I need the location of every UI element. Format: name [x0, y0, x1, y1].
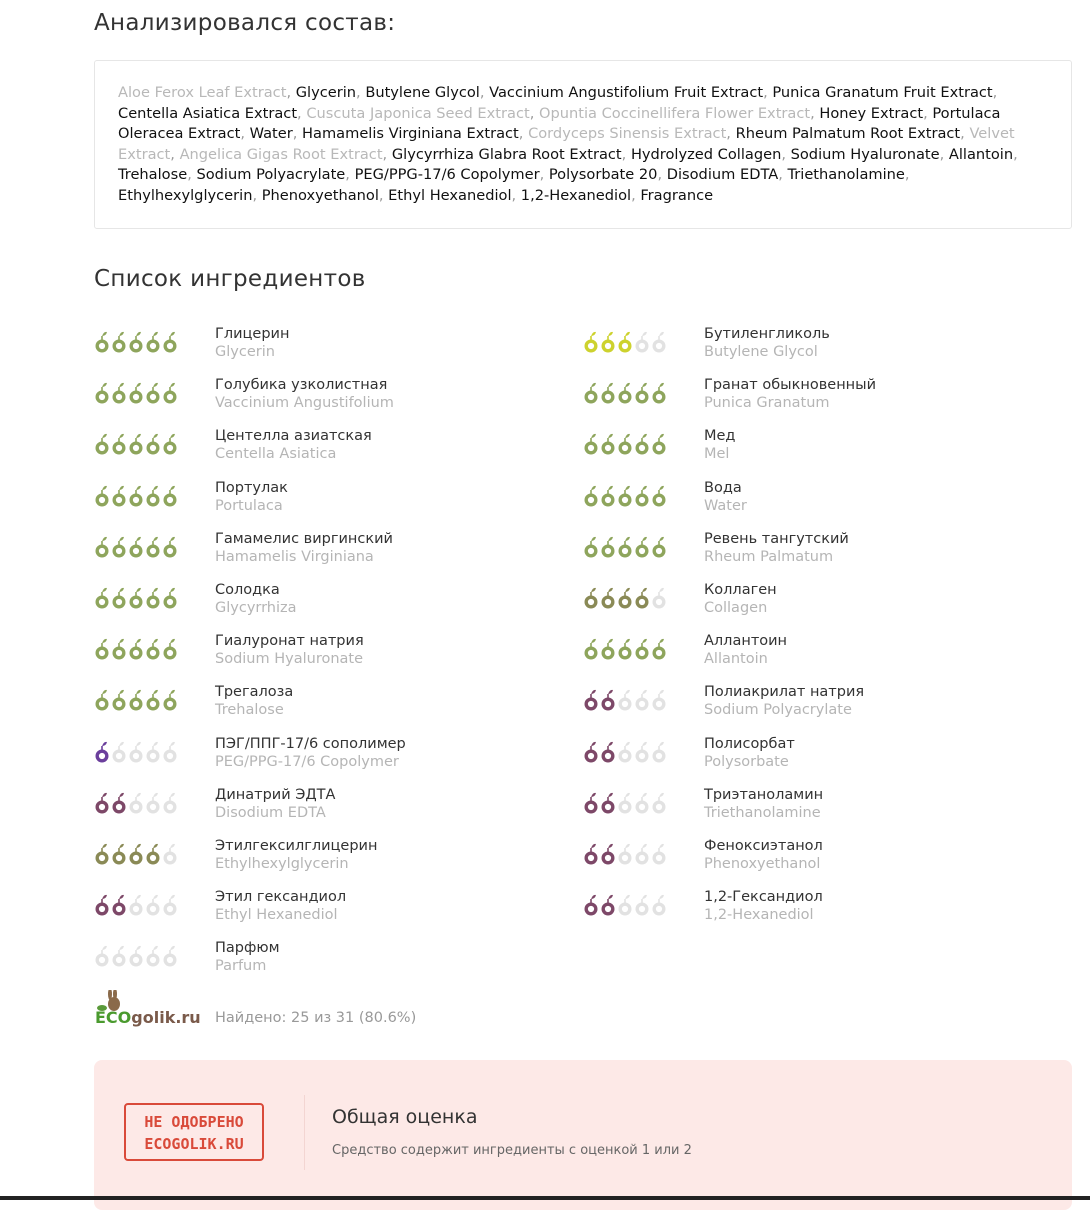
- rating-filled-icon: [111, 638, 127, 664]
- rating-filled-icon: [634, 638, 650, 664]
- rating-icons: [94, 587, 178, 613]
- rating-empty-icon: [617, 843, 633, 869]
- rating-icons: [583, 331, 667, 357]
- rating-empty-icon: [634, 792, 650, 818]
- ingredient-row[interactable]: [583, 735, 1063, 775]
- rating-empty-icon: [651, 331, 667, 357]
- rating-filled-icon: [94, 587, 110, 613]
- ingredient-name-ru: Ревень тангутский: [704, 530, 849, 547]
- rating-filled-icon: [145, 689, 161, 715]
- ingredient-name-ru: Вода: [704, 479, 742, 496]
- rating-filled-icon: [600, 843, 616, 869]
- rating-empty-icon: [651, 587, 667, 613]
- ecogolik-logo[interactable]: [94, 990, 199, 1030]
- rating-icons: [94, 792, 178, 818]
- ingredient-row[interactable]: [583, 325, 1063, 365]
- ingredient-name-en: Triethanolamine: [704, 804, 821, 821]
- ingredient-name-ru: Парфюм: [215, 940, 280, 957]
- found-ingredient: PEG/PPG-17/6 Copolymer: [354, 166, 540, 183]
- unknown-ingredient: Cuscuta Japonica Seed Extract: [306, 104, 530, 122]
- found-ingredient: Vaccinium Angustifolium Fruit Extract: [489, 84, 764, 101]
- rating-filled-icon: [145, 843, 161, 869]
- found-ingredient: Butylene Glycol: [365, 84, 480, 101]
- rating-filled-icon: [583, 536, 599, 562]
- found-ingredient: Rheum Palmatum Root Extract: [735, 125, 961, 142]
- found-count: Найдено: 25 из 31 (80.6%): [215, 1010, 417, 1026]
- logo-eco: ECO: [95, 1008, 132, 1027]
- rating-filled-icon: [162, 638, 178, 664]
- ingredient-name-en: Centella Asiatica: [215, 446, 337, 463]
- ingredient-name-ru: Гиалуронат натрия: [215, 633, 364, 650]
- ingredient-row[interactable]: [94, 837, 574, 877]
- ingredient-row[interactable]: [583, 683, 1063, 723]
- rating-icons: [583, 485, 667, 511]
- ingredient-name-en: Ethyl Hexanediol: [215, 907, 338, 924]
- rating-filled-icon: [634, 485, 650, 511]
- found-ingredient: Ethylhexylglycerin: [118, 186, 253, 204]
- ingredient-name-ru: Этил гександиол: [215, 889, 347, 906]
- rating-filled-icon: [128, 843, 144, 869]
- rating-filled-icon: [600, 485, 616, 511]
- found-ingredient: Hydrolyzed Collagen: [630, 145, 782, 163]
- rating-filled-icon: [128, 638, 144, 664]
- rating-icons: [94, 741, 178, 767]
- ingredient-name-en: Sodium Polyacrylate: [704, 702, 852, 719]
- rating-empty-icon: [145, 894, 161, 920]
- rating-empty-icon: [128, 741, 144, 767]
- rating-filled-icon: [583, 638, 599, 664]
- ingredient-name-en: Ethylhexylglycerin: [215, 856, 349, 872]
- rating-filled-icon: [600, 689, 616, 715]
- rating-filled-icon: [94, 689, 110, 715]
- found-ingredient: Sodium Polyacrylate: [196, 166, 346, 183]
- rating-icons: [583, 792, 667, 818]
- rating-filled-icon: [128, 587, 144, 613]
- rating-icons: [583, 638, 667, 664]
- ingredient-row[interactable]: [94, 683, 574, 723]
- rating-filled-icon: [634, 587, 650, 613]
- ingredient-name-ru: Голубика узколистная: [215, 377, 388, 394]
- rating-filled-icon: [583, 331, 599, 357]
- ingredient-name-en: Mel: [704, 446, 730, 463]
- ingredient-name-ru: Триэтаноламин: [704, 786, 824, 803]
- rating-filled-icon: [617, 485, 633, 511]
- rating-filled-icon: [94, 382, 110, 408]
- verdict-title: Общая оценка: [332, 1106, 478, 1128]
- rating-filled-icon: [162, 331, 178, 357]
- rating-filled-icon: [145, 382, 161, 408]
- rating-empty-icon: [128, 945, 144, 971]
- rating-empty-icon: [651, 843, 667, 869]
- rating-filled-icon: [583, 843, 599, 869]
- found-ingredient: Centella Asiatica Extract: [118, 104, 298, 122]
- rating-filled-icon: [617, 536, 633, 562]
- rating-filled-icon: [617, 638, 633, 664]
- rating-icons: [583, 382, 667, 408]
- ingredient-name-en: PEG/PPG-17/6 Copolymer: [215, 753, 399, 770]
- rating-filled-icon: [617, 587, 633, 613]
- rating-filled-icon: [94, 536, 110, 562]
- rating-filled-icon: [600, 331, 616, 357]
- ingredient-name-en: Water: [704, 497, 747, 514]
- ingredient-row[interactable]: [94, 888, 574, 928]
- rating-empty-icon: [145, 945, 161, 971]
- rating-icons: [583, 689, 667, 715]
- found-ingredient: Ethyl Hexanediol: [388, 186, 512, 204]
- rating-filled-icon: [634, 536, 650, 562]
- found-ingredient: Glycerin: [295, 84, 357, 101]
- rating-filled-icon: [162, 587, 178, 613]
- ingredient-row[interactable]: [583, 581, 1063, 621]
- ingredient-name-ru: Мед: [704, 428, 736, 445]
- unknown-ingredient: Angelica Gigas Root Extract: [179, 145, 383, 163]
- ingredient-row[interactable]: [94, 479, 574, 519]
- ingredient-row[interactable]: [583, 888, 1063, 928]
- found-ingredient: 1,2-Hexanediol: [520, 186, 632, 204]
- rating-filled-icon: [600, 382, 616, 408]
- rating-icons: [583, 894, 667, 920]
- rating-filled-icon: [94, 485, 110, 511]
- ingredient-name-ru: Полисорбат: [704, 735, 795, 752]
- ingredient-name-en: Portulaca: [215, 497, 283, 514]
- rating-filled-icon: [94, 741, 110, 767]
- rating-empty-icon: [162, 894, 178, 920]
- rating-filled-icon: [128, 331, 144, 357]
- ingredient-row[interactable]: [583, 632, 1063, 672]
- ingredient-name-en: Allantoin: [704, 651, 768, 668]
- unknown-ingredient: Cordyceps Sinensis Extract: [528, 125, 727, 142]
- rating-filled-icon: [128, 689, 144, 715]
- ingredient-name-ru: Гамамелис виргинский: [215, 530, 393, 547]
- rating-icons: [94, 382, 178, 408]
- rating-filled-icon: [600, 741, 616, 767]
- rating-empty-icon: [145, 741, 161, 767]
- rating-filled-icon: [162, 689, 178, 715]
- rating-filled-icon: [94, 638, 110, 664]
- rating-filled-icon: [617, 382, 633, 408]
- ingredient-row[interactable]: [94, 735, 574, 775]
- rating-filled-icon: [162, 485, 178, 511]
- ingredient-name-ru: Аллантоин: [704, 633, 788, 650]
- composition-title: Анализировался состав:: [94, 10, 396, 36]
- rating-filled-icon: [145, 433, 161, 459]
- unknown-ingredient: Opuntia Coccinellifera Flower Extract: [538, 104, 811, 122]
- rating-filled-icon: [651, 638, 667, 664]
- rating-filled-icon: [145, 587, 161, 613]
- ingredient-name-en: Trehalose: [215, 702, 284, 719]
- ingredient-name-ru: Портулак: [215, 479, 288, 496]
- rating-filled-icon: [111, 894, 127, 920]
- rating-icons: [583, 843, 667, 869]
- verdict-panel: [94, 1060, 1072, 1210]
- rating-empty-icon: [634, 689, 650, 715]
- rating-filled-icon: [111, 331, 127, 357]
- rating-filled-icon: [600, 792, 616, 818]
- ingredient-name-ru: Бутиленгликоль: [704, 326, 830, 342]
- rating-filled-icon: [600, 433, 616, 459]
- logo-rest: golik.ru: [131, 1008, 201, 1027]
- found-ingredient: Phenoxyethanol: [261, 186, 379, 204]
- stamp-line-1: НЕ ОДОБРЕНО: [144, 1113, 244, 1131]
- rating-filled-icon: [145, 536, 161, 562]
- rating-filled-icon: [128, 382, 144, 408]
- rating-filled-icon: [94, 433, 110, 459]
- rating-icons: [94, 843, 178, 869]
- rating-filled-icon: [145, 638, 161, 664]
- ingredient-name-en: Butylene Glycol: [704, 344, 818, 360]
- rating-filled-icon: [111, 689, 127, 715]
- ingredient-name-en: 1,2-Hexanediol: [704, 907, 814, 924]
- ingredient-row[interactable]: [583, 427, 1063, 467]
- found-ingredient: Sodium Hyaluronate: [790, 145, 940, 163]
- ingredient-name-ru: Солодка: [215, 582, 280, 598]
- ingredients-title: Список ингредиентов: [94, 266, 366, 292]
- rating-filled-icon: [111, 382, 127, 408]
- rating-filled-icon: [583, 433, 599, 459]
- ingredient-name-ru: Феноксиэтанол: [704, 838, 823, 854]
- found-ingredient: Glycyrrhiza Glabra Root Extract: [391, 145, 622, 163]
- rating-filled-icon: [145, 485, 161, 511]
- rating-filled-icon: [162, 433, 178, 459]
- found-ingredient: Disodium EDTA: [666, 166, 779, 183]
- rating-empty-icon: [111, 741, 127, 767]
- rating-empty-icon: [651, 792, 667, 818]
- rating-empty-icon: [617, 741, 633, 767]
- ingredient-row[interactable]: [583, 837, 1063, 877]
- ingredient-name-ru: Глицерин: [215, 326, 290, 342]
- rating-filled-icon: [162, 536, 178, 562]
- ingredient-name-en: Glycerin: [215, 344, 275, 360]
- rating-filled-icon: [634, 433, 650, 459]
- rating-filled-icon: [128, 485, 144, 511]
- rating-filled-icon: [600, 536, 616, 562]
- found-ingredient: Punica Granatum Fruit Extract: [772, 84, 993, 101]
- ingredient-name-ru: Динатрий ЭДТА: [215, 786, 336, 803]
- rating-empty-icon: [162, 945, 178, 971]
- rating-filled-icon: [128, 536, 144, 562]
- ingredient-name-ru: Этилгексилглицерин: [215, 838, 378, 854]
- found-ingredient: Polysorbate 20: [548, 166, 658, 183]
- rating-filled-icon: [651, 536, 667, 562]
- ingredient-name-en: Collagen: [704, 600, 768, 616]
- rating-filled-icon: [111, 587, 127, 613]
- ingredient-row[interactable]: [94, 786, 574, 826]
- rating-filled-icon: [94, 331, 110, 357]
- unknown-ingredient: Velvet Extract: [118, 125, 1015, 163]
- rating-icons: [94, 945, 178, 971]
- rating-empty-icon: [111, 945, 127, 971]
- ingredient-row[interactable]: [94, 325, 574, 365]
- rating-filled-icon: [111, 536, 127, 562]
- rating-icons: [94, 331, 178, 357]
- ingredient-row[interactable]: [94, 939, 574, 979]
- rating-empty-icon: [617, 894, 633, 920]
- rating-empty-icon: [617, 792, 633, 818]
- rating-icons: [583, 433, 667, 459]
- rating-icons: [94, 433, 178, 459]
- verdict-description: Средство содержит ингредиенты с оценкой 1 или 2: [332, 1143, 692, 1158]
- rating-empty-icon: [162, 843, 178, 869]
- rating-filled-icon: [651, 485, 667, 511]
- ingredient-row[interactable]: [94, 376, 574, 416]
- rating-filled-icon: [634, 382, 650, 408]
- rating-empty-icon: [634, 843, 650, 869]
- rating-filled-icon: [583, 587, 599, 613]
- ingredient-row[interactable]: [583, 530, 1063, 570]
- ingredient-row[interactable]: [94, 581, 574, 621]
- rating-filled-icon: [583, 689, 599, 715]
- rating-filled-icon: [651, 382, 667, 408]
- unknown-ingredient: Aloe Ferox Leaf Extract: [118, 84, 287, 101]
- ingredient-name-ru: Полиакрилат натрия: [704, 684, 865, 701]
- rating-empty-icon: [651, 894, 667, 920]
- divider: [304, 1095, 305, 1170]
- ingredient-name-en: Phenoxyethanol: [704, 856, 821, 872]
- ingredient-name-ru: 1,2-Гександиол: [704, 889, 823, 906]
- found-ingredient: Honey Extract: [819, 104, 924, 122]
- ingredient-row[interactable]: [583, 376, 1063, 416]
- rating-icons: [94, 894, 178, 920]
- rating-icons: [94, 536, 178, 562]
- rating-empty-icon: [651, 741, 667, 767]
- rating-empty-icon: [128, 894, 144, 920]
- rating-filled-icon: [600, 638, 616, 664]
- rating-filled-icon: [111, 433, 127, 459]
- not-approved-stamp: [124, 1103, 264, 1161]
- ingredient-name-en: Parfum: [215, 958, 267, 975]
- rating-filled-icon: [583, 792, 599, 818]
- ingredient-name-en: Disodium EDTA: [215, 804, 326, 821]
- ingredient-row[interactable]: [583, 786, 1063, 826]
- ingredient-name-en: Hamamelis Virginiana: [215, 548, 374, 565]
- found-ingredient: Fragrance: [640, 186, 714, 204]
- rating-filled-icon: [94, 843, 110, 869]
- rating-icons: [583, 741, 667, 767]
- rating-empty-icon: [162, 741, 178, 767]
- rating-filled-icon: [583, 894, 599, 920]
- rating-filled-icon: [583, 485, 599, 511]
- rating-filled-icon: [617, 433, 633, 459]
- found-ingredient: Allantoin: [948, 145, 1014, 163]
- rating-empty-icon: [145, 792, 161, 818]
- rating-filled-icon: [583, 741, 599, 767]
- found-ingredient: Water: [249, 125, 293, 142]
- rating-filled-icon: [617, 331, 633, 357]
- ingredient-name-en: Vaccinium Angustifolium: [215, 395, 394, 412]
- found-ingredient: Hamamelis Virginiana Extract: [302, 125, 519, 142]
- rating-filled-icon: [111, 485, 127, 511]
- rating-filled-icon: [94, 894, 110, 920]
- ingredient-row[interactable]: [94, 427, 574, 467]
- rating-filled-icon: [111, 843, 127, 869]
- ingredient-name-ru: ПЭГ/ППГ-17/6 сополимер: [215, 735, 406, 752]
- ingredient-name-en: Rheum Palmatum: [704, 548, 834, 565]
- rating-empty-icon: [128, 792, 144, 818]
- ingredient-row[interactable]: [583, 479, 1063, 519]
- rating-icons: [94, 689, 178, 715]
- rating-empty-icon: [94, 945, 110, 971]
- rating-filled-icon: [583, 382, 599, 408]
- rating-filled-icon: [600, 587, 616, 613]
- found-ingredient: Triethanolamine: [787, 166, 905, 183]
- ingredient-name-en: Punica Granatum: [704, 395, 830, 412]
- rating-filled-icon: [651, 433, 667, 459]
- ingredient-name-ru: Гранат обыкновенный: [704, 377, 877, 394]
- ingredient-name-en: Sodium Hyaluronate: [215, 651, 364, 668]
- ingredient-row[interactable]: [94, 632, 574, 672]
- rating-filled-icon: [600, 894, 616, 920]
- rating-filled-icon: [145, 331, 161, 357]
- ingredient-row[interactable]: [94, 530, 574, 570]
- rating-filled-icon: [128, 433, 144, 459]
- rating-empty-icon: [634, 331, 650, 357]
- ingredient-name-ru: Центелла азиатская: [215, 428, 372, 445]
- found-ingredient: Portulaca Oleracea Extract: [118, 104, 1001, 142]
- rating-icons: [583, 536, 667, 562]
- rating-empty-icon: [162, 792, 178, 818]
- rating-empty-icon: [617, 689, 633, 715]
- rating-filled-icon: [162, 382, 178, 408]
- composition-box: Aloe Ferox Leaf Extract, Glycerin, Butylene Glycol, Vaccinium Angustifolium Fruit Extract, Punica Granatum Fruit Extract, Centella Asiatica Extract, Cuscuta Japonica Seed Extract, Opuntia Coccinellifera Flower Extract, Honey Extract, Portulaca Oleracea Extract, Water, Hamamelis Virginiana Extract, Cordyceps Sinensis Extract, Rheum Palmatum Root Extract, Velvet Extract, Angelica Gigas Root Extract, Glycyrrhiza Glabra Root Extract, Hydrolyzed Collagen, Sodium Hyaluronate, Allantoin, Trehalose, Sodium Polyacrylate, PEG/PPG-17/6 Copolymer, Polysorbate 20, Disodium EDTA, Triethanolamine, Ethylhexylglycerin, Phenoxyethanol, Ethyl Hexanediol, 1,2-Hexanediol, Fragrance: [94, 60, 1072, 229]
- ingredient-name-en: Glycyrrhiza: [215, 600, 297, 616]
- found-ingredient: Trehalose: [118, 166, 188, 183]
- rating-icons: [94, 638, 178, 664]
- rating-icons: [583, 587, 667, 613]
- rating-empty-icon: [651, 689, 667, 715]
- bottom-edge: [0, 1196, 1090, 1200]
- ingredient-name-ru: Коллаген: [704, 582, 777, 598]
- rating-filled-icon: [111, 792, 127, 818]
- rating-filled-icon: [94, 792, 110, 818]
- stamp-line-2: ECOGOLIK.RU: [144, 1135, 244, 1153]
- rating-empty-icon: [634, 894, 650, 920]
- ingredient-name-en: Polysorbate: [704, 753, 789, 770]
- ingredient-name-ru: Трегалоза: [215, 684, 294, 701]
- rating-icons: [94, 485, 178, 511]
- rating-empty-icon: [634, 741, 650, 767]
